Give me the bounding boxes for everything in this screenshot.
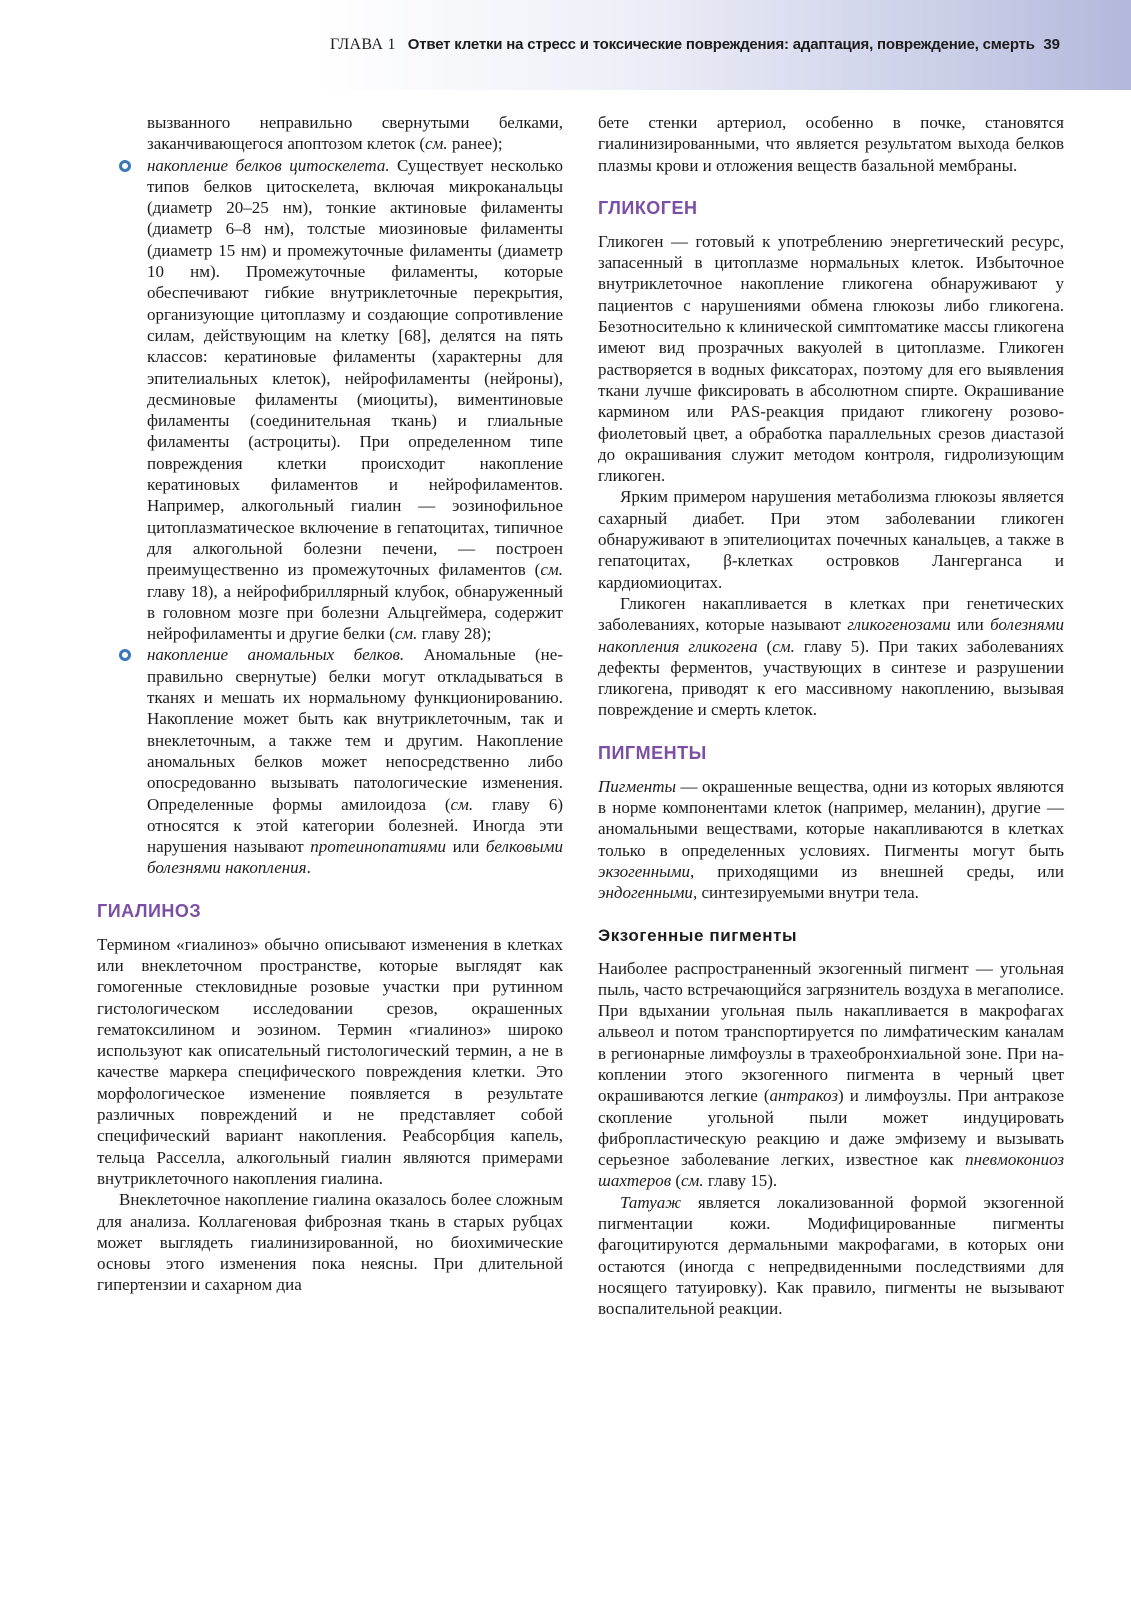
paragraph: Гликоген — готовый к употреблению энергетический ресурс, запасенный в цитоплазме нормальных клеток. Избыточное внутриклеточное накопление гликогена обнаруживают у пациентов с нарушениями обмена глюкозы либо гликогена. Безотносительно к клинической симптоматике массы гликогена имеют вид прозрачных вакуолей в цитоплазме. Гликоген растворяется в водных фиксаторах, поэтому для его выявления ткани лучше фиксировать в абсолютном спирте. Окрашивание кармином или PAS-реакция придают гликогену розово-фиолетовый цвет, а обработка параллельных срезов диастазой до окрашивания служит методом контроля, гидролизующим гликоген.: [598, 231, 1064, 486]
paragraph: бете стенки артериол, особенно в почке, становятся гиалинизированными, что является результатом выхода белков плазмы крови и отложения веществ базальной мембраны.: [598, 113, 1064, 175]
paragraph: Пигменты — окрашенные вещества, одни из которых являются в норме компонентами клеток (например, меланин), другие — аномальными веществами, которые накапливаются в клетках только в определенных условиях. Пигменты могут быть экзогенными, приходящими из внешней среды, или эндогенными, синтезируемыми внутри тела.: [598, 776, 1064, 903]
right-column: [598, 112, 1064, 1320]
paragraph: Ярким примером нарушения метаболизма глюкозы является сахарный диабет. При этом заболевании гликоген обнаруживают в эпителиоцитах почечных канальцев, а также в гепатоцитах, β-клетках островков Лангерганса и кардиомиоцитах.: [598, 487, 1064, 592]
left-column: [97, 112, 563, 1296]
section-heading-hyalinosis: ГИАЛИНОЗ: [97, 900, 202, 921]
section-heading-pigments: ПИГМЕНТЫ: [598, 742, 707, 763]
paragraph: Термином «гиалиноз» обычно описывают изменения в клетках или внеклеточном пространстве, которые выглядят как гомогенные стекловидные розовые участки при рутинном гистологическом исследовании срезов, окрашенных гематоксилином и эозином. Термин «гиалиноз» широко используют как описательный гистологический термин, а не в качестве маркера специфического повреждения клетки. Это морфологическое изменение появляется в результате различных повреждений и не представляет собой специфический вариант накопления. Реабсорбция капель, тельца Расселла, алкогольный гиалин являются примерами внутриклеточного накопления гиалина.: [97, 934, 563, 1188]
page-header: [0, 0, 1131, 90]
chapter-label: ГЛАВА 1: [330, 36, 396, 53]
running-head: [330, 36, 1060, 54]
paragraph: Татуаж является локализованной формой экзогенной пигментации кожи. Модифицированные пигменты фагоцитируются дермальными макрофагами, в которых они остаются (иногда с непредвиденными последствиями для носящего татуировку). Как правило, пигменты не вызывают воспалительной реакции.: [598, 1192, 1064, 1319]
list-item: [97, 155, 563, 645]
paragraph: накопление аномальных белков. Аномальные (неправильно свернутые) белки могут откладываться в тканях и мешать их нормальному функционированию. Накопление может быть как внутриклеточным, так и внеклеточным, а также тем и другим. Накопление аномальных белков может непосредственно либо опосредованно вызывать патологические изменения. Определенные формы амилоидоза (см. главу 6) относятся к этой категории болезней. Иногда эти нарушения называют протеинопатиями или белковыми болезнями накопления.: [147, 645, 563, 878]
paragraph: Наиболее распространенный экзогенный пигмент — угольная пыль, часто встречающийся загрязнитель воздуха в мегаполисе. При вдыхании угольная пыль накапливается в макрофагах альвеол и потом транспортируется по лимфатическим каналам в регионарные лимфоузлы в трахеобронхиальной зоне. При накоплении этого экзогенного пигмента в черный цвет окрашиваются легкие (антракоз) и лимфоузлы. При антракозе скопление угольной пыли может индуцировать фибропластическую реакцию и даже эмфизему и вызывать серьезное заболевание легких, известное как пневмокониоз шахтеров (см. главу 15).: [598, 958, 1064, 1191]
subsection-heading-exogenous-pigments: Экзогенные пигменты: [598, 925, 798, 945]
paragraph: вызванного неправильно свернутыми белками, заканчивающегося апоптозом клеток (см. ранее);: [147, 113, 563, 154]
list-continuation: [97, 112, 563, 155]
bullet-icon: [119, 649, 131, 661]
section-heading-glycogen: ГЛИКОГЕН: [598, 197, 698, 218]
paragraph: Внеклеточное накопление гиалина оказалось более сложным для анализа. Коллагеновая фиброзная ткань в старых рубцах может выглядеть гиалинизированной, но биохимические основы этого изменения пока неясны. При длительной гипертензии и сахарном диа: [97, 1190, 563, 1295]
chapter-title: Ответ клетки на стресс и токсические повреждения: адаптация, повреждение, смерть: [407, 36, 1035, 53]
paragraph: Гликоген накапливается в клетках при генетических заболеваниях, которые называют гликогенозами или болезнями накопления гликогена (см. главу 5). При таких заболеваниях дефекты ферментов, участвующих в синтезе и разрушении гликогена, приводят к его массивному накоплению, вызывая повреждение и смерть клеток.: [598, 593, 1064, 720]
list-item: [97, 644, 563, 878]
bullet-icon: [119, 160, 131, 172]
paragraph: накопление белков цитоскелета. Существует несколько типов белков цитоскелета, включая микроканальцы (диаметр 20–25 нм), тонкие актиновые филаменты (диаметр 6–8 нм), толстые миозиновые филаменты (диаметр 15 нм) и промежуточные филаменты (диаметр 10 нм). Промежуточные филаменты, которые обеспечивают гибкие внутриклеточные перекрытия, организующие цитоплазму и создающие сопротивление силам, действующим на клетку [68], делятся на пять классов: кератиновые филаменты (характерны для эпителиальных клеток), нейрофиламенты (нейроны), десминовые филаменты (миоциты), виментиновые филаменты (соединительная ткань) и глиальные филаменты (астроциты). При определенном типе повреждения клетки происходит накопление кератиновых филаментов и нейрофиламентов. Например, алкогольный гиалин — эозинофильное цитоплазматическое включение в гепатоцитах, типичное для алкогольной болезни печени, — построен преимущественно из промежуточных филаментов (см. главу 18), а нейрофибриллярный клубок, обнаруженный в головном мозге при болезни Альцгеймера, содержит нейрофиламенты и другие белки (см. главу 28);: [147, 155, 564, 644]
page-number: 39: [1043, 36, 1060, 53]
